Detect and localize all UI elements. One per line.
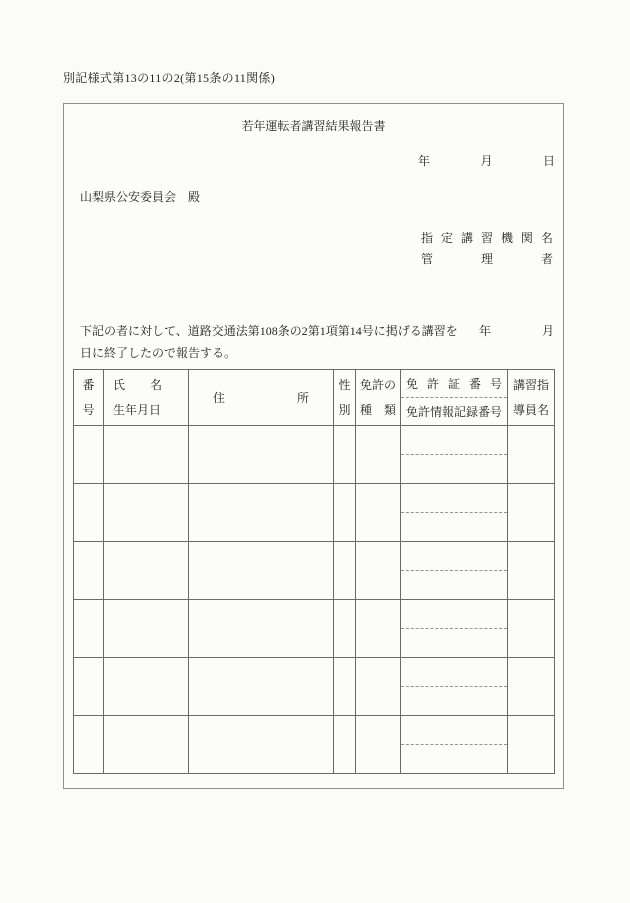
entry-cell (356, 716, 401, 774)
entry-cell (334, 542, 356, 600)
header-address (189, 370, 334, 426)
entry-cell (508, 600, 555, 658)
entry-cell (74, 716, 104, 774)
entry-cell (74, 484, 104, 542)
entry-cell (189, 658, 334, 716)
entry-cell (74, 426, 104, 484)
entry-cell (334, 716, 356, 774)
header-number-bottom: 号 (82, 403, 95, 417)
entry-cell (334, 426, 356, 484)
header-sex (334, 370, 356, 426)
entry-cell (508, 658, 555, 716)
header-license-type-bottom: 種 類 (360, 403, 396, 417)
entry-cell (104, 600, 189, 658)
entry-cell (356, 426, 401, 484)
table-row (74, 600, 555, 658)
report-table (73, 369, 555, 774)
issuer-org-label: 指 定 講 習 機 関 名 (421, 231, 553, 245)
entry-cell (356, 484, 401, 542)
license-cell-divider (401, 658, 507, 687)
entry-cell (189, 600, 334, 658)
header-license-type-top: 免許の (359, 378, 396, 392)
entry-cell (104, 542, 189, 600)
entry-cell (508, 426, 555, 484)
table-row (74, 542, 555, 600)
header-license-record-no-label: 免許情報記録番号 (405, 404, 502, 419)
license-number-cell (401, 600, 508, 658)
header-number-top: 番 (82, 378, 95, 392)
body-text-line1: 下記の者に対して、道路交通法第108条の2第1項第14号に掲げる講習を (80, 324, 458, 338)
license-number-cell (401, 484, 508, 542)
license-cell-divider (401, 542, 507, 571)
entry-cell (356, 658, 401, 716)
entry-cell (74, 600, 104, 658)
table-header-row (74, 370, 555, 426)
table-row (74, 426, 555, 484)
header-sex-top: 性 (338, 378, 351, 392)
entry-cell (334, 484, 356, 542)
entry-cell (508, 716, 555, 774)
header-license-number (401, 370, 508, 426)
header-instructor-bottom: 導員名 (512, 403, 549, 417)
header-instructor-top: 講習指 (512, 378, 549, 392)
addressee-label: 山梨県公安委員会 殿 (80, 190, 201, 204)
header-license-type (356, 370, 401, 426)
report-table-body (74, 426, 555, 774)
entry-cell (356, 600, 401, 658)
header-sex-bottom: 別 (338, 403, 351, 417)
entry-cell (334, 658, 356, 716)
entry-cell (189, 484, 334, 542)
license-number-cell (401, 426, 508, 484)
header-number (74, 370, 104, 426)
table-row (74, 658, 555, 716)
entry-cell (74, 542, 104, 600)
entry-cell (104, 484, 189, 542)
body-text-line2: 日に終了したので報告する。 (80, 346, 237, 360)
entry-cell (104, 658, 189, 716)
license-number-cell (401, 716, 508, 774)
license-number-cell (401, 658, 508, 716)
header-name-birthdate (104, 370, 189, 426)
license-cell-divider (401, 716, 507, 745)
issuer-manager-label: 管 理 者 (421, 252, 553, 266)
header-license-no-top (401, 370, 507, 398)
entry-cell (334, 600, 356, 658)
license-number-cell (401, 542, 508, 600)
body-completion-date: 年 月 (479, 324, 554, 338)
form-frame (63, 103, 564, 789)
entry-cell (356, 542, 401, 600)
header-name: 氏 名 (113, 378, 162, 392)
header-instructor (508, 370, 555, 426)
table-row (74, 484, 555, 542)
report-date-line: 年 月 日 (418, 154, 555, 168)
form-id-label: 別記様式第13の11の2(第15条の11関係) (63, 71, 276, 85)
entry-cell (104, 426, 189, 484)
header-address-label: 住 所 (213, 390, 309, 405)
entry-cell (104, 716, 189, 774)
header-license-record-no (401, 398, 507, 425)
license-cell-divider (401, 484, 507, 513)
entry-cell (74, 658, 104, 716)
entry-cell (508, 542, 555, 600)
license-cell-divider (401, 600, 507, 629)
document-title: 若年運転者講習結果報告書 (241, 119, 386, 133)
entry-cell (189, 426, 334, 484)
header-license-no-label: 免 許 証 番 号 (406, 376, 502, 391)
entry-cell (189, 542, 334, 600)
entry-cell (189, 716, 334, 774)
table-row (74, 716, 555, 774)
entry-cell (508, 484, 555, 542)
license-cell-divider (401, 426, 507, 455)
header-birthdate: 生年月日 (113, 403, 162, 417)
